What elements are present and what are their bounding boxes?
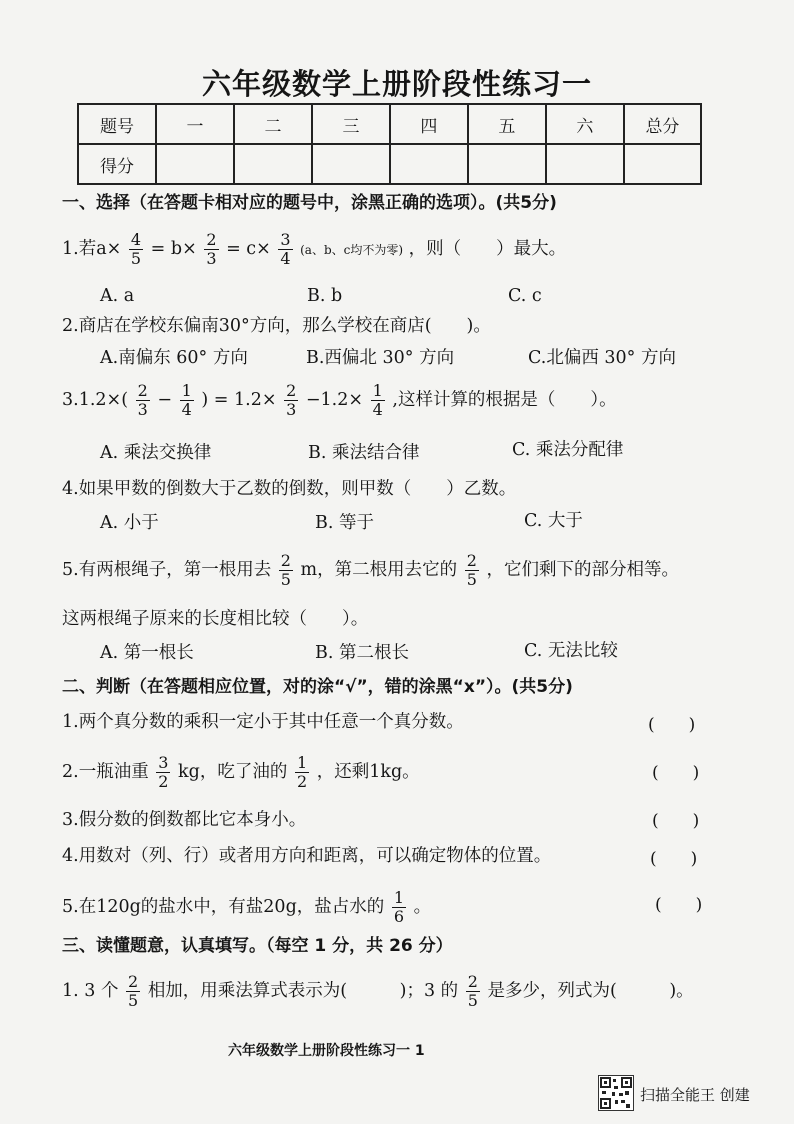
scanner-watermark: 扫描全能王 创建 xyxy=(640,1086,750,1104)
numerator: 1 xyxy=(393,888,405,907)
score-table xyxy=(77,103,702,185)
denominator: 5 xyxy=(128,991,139,1010)
text: 3.1.2×( xyxy=(62,390,129,410)
score-cell: 一 xyxy=(156,104,234,144)
score-blank[interactable] xyxy=(156,144,234,184)
fraction xyxy=(180,383,194,418)
score-table-header-row xyxy=(78,104,701,144)
denominator: 2 xyxy=(158,772,169,791)
numerator: 2 xyxy=(286,381,297,400)
numerator: 3 xyxy=(158,753,169,772)
text: m，第二根用去它的 xyxy=(300,560,458,580)
option[interactable]: C. 无法比较 xyxy=(524,641,618,661)
section2-heading: 二、判断（在答题相应位置，对的涂“√”，错的涂黑“x”）。(共5分) xyxy=(62,677,573,697)
denominator: 6 xyxy=(393,907,405,926)
fraction xyxy=(465,553,479,588)
text: 2.一瓶油重 xyxy=(62,762,149,782)
score-cell: 四 xyxy=(390,104,468,144)
s1-q1 xyxy=(62,232,566,267)
numerator: 2 xyxy=(206,230,217,249)
numerator: 4 xyxy=(130,230,142,249)
text: 5.在120g的盐水中，有盐20g，盐占水的 xyxy=(62,897,385,917)
denominator: 4 xyxy=(181,400,192,419)
score-cell: 二 xyxy=(234,104,312,144)
fraction xyxy=(156,755,170,790)
score-table-score-row xyxy=(78,144,701,184)
fraction xyxy=(284,383,298,418)
note: (a、b、c均不为零) xyxy=(300,243,404,257)
s2-q4: 4.用数对（列、行）或者用方向和距离，可以确定物体的位置。 xyxy=(62,846,552,866)
s2-q5 xyxy=(62,890,431,925)
text: = c× xyxy=(226,239,271,259)
text: ，还剩1kg。 xyxy=(316,762,420,782)
fraction xyxy=(126,974,140,1009)
denominator: 4 xyxy=(280,249,291,268)
text: kg，吃了油的 xyxy=(178,762,288,782)
option[interactable]: C.北偏西 30° 方向 xyxy=(528,348,676,368)
fraction xyxy=(136,383,150,418)
text: ,这样计算的根据是（ ）。 xyxy=(392,390,617,410)
option[interactable]: C. c xyxy=(508,286,542,306)
answer-paren[interactable]: ( ) xyxy=(652,811,700,831)
score-row-label: 得分 xyxy=(78,144,156,184)
numerator: 3 xyxy=(280,230,291,249)
fraction xyxy=(278,232,292,267)
numerator: 1 xyxy=(372,381,383,400)
answer-paren[interactable]: ( ) xyxy=(648,715,696,735)
option[interactable]: B.西偏北 30° 方向 xyxy=(306,348,455,368)
answer-paren[interactable]: ( ) xyxy=(650,849,698,869)
fraction xyxy=(295,755,309,790)
numerator: 2 xyxy=(280,551,291,570)
score-cell: 六 xyxy=(546,104,624,144)
text: 。 xyxy=(413,897,432,917)
score-blank[interactable] xyxy=(624,144,701,184)
fraction xyxy=(371,383,385,418)
option[interactable]: A. 小于 xyxy=(100,513,159,533)
numerator: 2 xyxy=(466,551,477,570)
text: 相加，用乘法算式表示为( )；3 的 xyxy=(147,981,459,1001)
denominator: 3 xyxy=(286,400,297,419)
option[interactable]: A. 第一根长 xyxy=(100,643,194,663)
score-blank[interactable] xyxy=(468,144,546,184)
denominator: 5 xyxy=(466,570,477,589)
option[interactable]: A. 乘法交换律 xyxy=(100,443,212,463)
page-footer: 六年级数学上册阶段性练习一 1 xyxy=(228,1043,425,1059)
score-blank[interactable] xyxy=(546,144,624,184)
score-cell: 题号 xyxy=(78,104,156,144)
fraction xyxy=(129,232,143,267)
answer-paren[interactable]: ( ) xyxy=(655,895,703,915)
s1-q4: 4.如果甲数的倒数大于乙数的倒数，则甲数（ ）乙数。 xyxy=(62,479,517,499)
option[interactable]: B. 乘法结合律 xyxy=(308,443,420,463)
option[interactable]: B. 等于 xyxy=(315,513,374,533)
text: ，它们剩下的部分相等。 xyxy=(486,560,679,580)
s1-q5-line2: 这两根绳子原来的长度相比较（ ）。 xyxy=(62,609,369,629)
fraction xyxy=(392,890,406,925)
numerator: 1 xyxy=(296,753,308,772)
s1-q3 xyxy=(62,383,617,418)
denominator: 5 xyxy=(467,991,478,1010)
text: 1. 3 个 xyxy=(62,981,119,1001)
text: ，则（ ）最大。 xyxy=(408,239,567,259)
numerator: 1 xyxy=(181,381,192,400)
denominator: 5 xyxy=(130,249,142,268)
text: − xyxy=(157,390,173,410)
score-cell: 总分 xyxy=(624,104,701,144)
answer-paren[interactable]: ( ) xyxy=(652,763,700,783)
score-cell: 三 xyxy=(312,104,390,144)
numerator: 2 xyxy=(137,381,148,400)
denominator: 3 xyxy=(206,249,217,268)
option[interactable]: B. b xyxy=(307,286,343,306)
s3-q1 xyxy=(62,974,694,1009)
score-cell: 五 xyxy=(468,104,546,144)
s2-q2 xyxy=(62,755,420,790)
text: 是多少，列式为( )。 xyxy=(487,981,694,1001)
option[interactable]: A. a xyxy=(100,286,135,306)
option[interactable]: C. 乘法分配律 xyxy=(512,440,624,460)
s2-q1: 1.两个真分数的乘积一定小于其中任意一个真分数。 xyxy=(62,712,464,732)
fraction xyxy=(204,232,218,267)
denominator: 2 xyxy=(296,772,308,791)
text: −1.2× xyxy=(305,390,364,410)
section1-heading: 一、选择（在答题卡相对应的题号中，涂黑正确的选项）。(共5分) xyxy=(62,193,557,213)
option[interactable]: C. 大于 xyxy=(524,511,583,531)
qr-code-icon xyxy=(598,1075,634,1111)
option[interactable]: B. 第二根长 xyxy=(315,643,409,663)
text: = b× xyxy=(150,239,197,259)
section3-heading: 三、读懂题意，认真填写。（每空 1 分，共 26 分） xyxy=(62,936,453,956)
denominator: 4 xyxy=(372,400,383,419)
s1-q5 xyxy=(62,553,679,588)
denominator: 3 xyxy=(137,400,148,419)
score-blank[interactable] xyxy=(234,144,312,184)
option[interactable]: A.南偏东 60° 方向 xyxy=(100,348,248,368)
numerator: 2 xyxy=(467,972,478,991)
denominator: 5 xyxy=(280,570,291,589)
text: 1.若a× xyxy=(62,239,122,259)
numerator: 2 xyxy=(128,972,139,991)
text: 5.有两根绳子，第一根用去 xyxy=(62,560,272,580)
score-blank[interactable] xyxy=(312,144,390,184)
fraction xyxy=(466,974,480,1009)
s1-q2: 2.商店在学校东偏南30°方向，那么学校在商店( )。 xyxy=(62,316,491,336)
page-title: 六年级数学上册阶段性练习一 xyxy=(201,67,592,101)
s2-q3: 3.假分数的倒数都比它本身小。 xyxy=(62,810,307,830)
fraction xyxy=(279,553,293,588)
text: ) = 1.2× xyxy=(201,390,277,410)
score-blank[interactable] xyxy=(390,144,468,184)
